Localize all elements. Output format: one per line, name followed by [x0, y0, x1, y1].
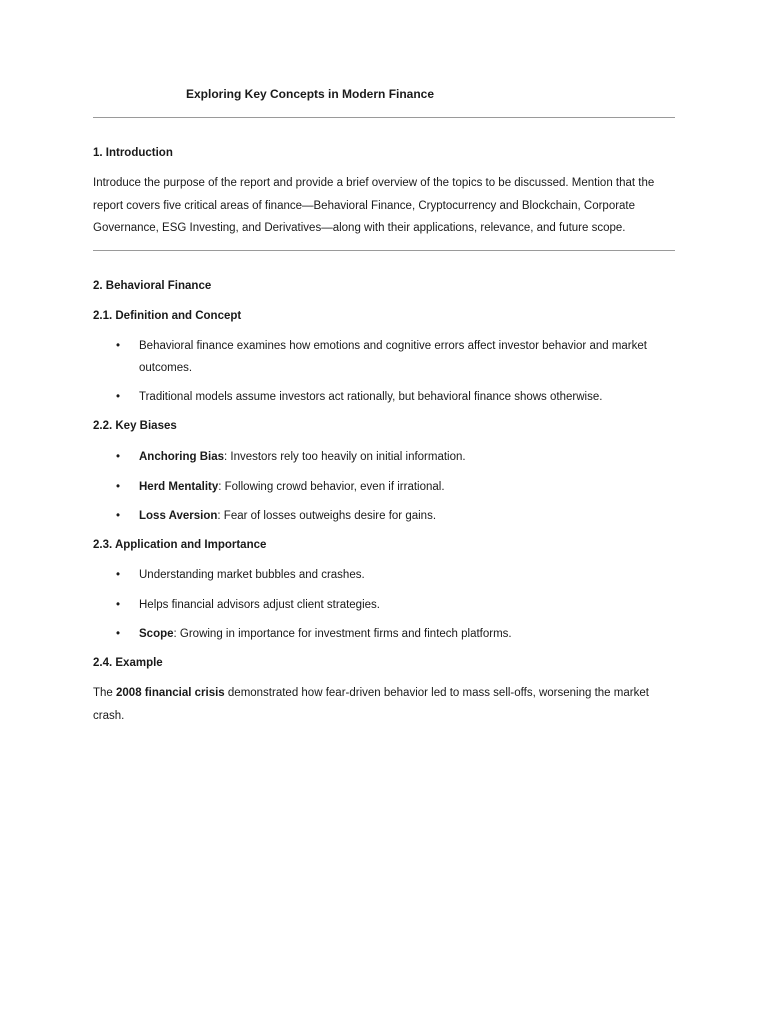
key-biases-heading: 2.2. Key Biases [93, 420, 177, 432]
bias-text: : Following crowd behavior, even if irrational. [218, 481, 445, 493]
scope-term: Scope [139, 628, 174, 640]
definition-item: Behavioral finance examines how emotions and cognitive errors affect investor behavior and market outcomes. [139, 340, 647, 374]
application-item: Helps financial advisors adjust client strategies. [139, 599, 380, 611]
application-item: Understanding market bubbles and crashes. [139, 569, 365, 581]
bullet-glyph: • [116, 451, 121, 463]
bias-text: : Fear of losses outweighs desire for gains. [217, 510, 437, 522]
bias-text: : Investors rely too heavily on initial information. [223, 451, 466, 463]
bullet-glyph: • [116, 391, 121, 403]
example-heading: 2.4. Example [93, 657, 163, 669]
document-title: Exploring Key Concepts in Modern Finance [186, 87, 435, 101]
bullet-glyph: • [116, 599, 121, 611]
bias-term: Loss Aversion [139, 510, 218, 522]
example-prefix: The [93, 687, 117, 699]
bullet-glyph: • [116, 510, 121, 522]
bias-term: Anchoring Bias [139, 451, 224, 463]
bullet-glyph: • [116, 481, 121, 493]
bullet-glyph: • [116, 340, 121, 352]
bias-item [139, 505, 684, 527]
title-divider [93, 117, 675, 118]
scope-text: : Growing in importance for investment firms and fintech platforms. [173, 628, 512, 640]
introduction-heading: 1. Introduction [93, 147, 173, 159]
definition-heading: 2.1. Definition and Concept [93, 310, 242, 322]
example-highlight: 2008 financial crisis [116, 687, 225, 699]
bias-term: Herd Mentality [139, 481, 219, 493]
example-paragraph [93, 682, 683, 727]
application-item [139, 623, 684, 645]
application-heading: 2.3. Application and Importance [93, 539, 267, 551]
bias-item [139, 446, 684, 468]
definition-item: Traditional models assume investors act rationally, but behavioral finance shows otherwise. [139, 391, 603, 403]
bullet-glyph: • [116, 628, 121, 640]
section-divider [93, 250, 675, 251]
bias-item [139, 476, 684, 498]
example-suffix: demonstrated how fear-driven behavior led to mass sell-offs, worsening the market crash. [93, 687, 649, 722]
behavioral-finance-heading: 2. Behavioral Finance [93, 280, 212, 292]
introduction-paragraph: Introduce the purpose of the report and provide a brief overview of the topics to be discussed. Mention that the report covers five critical areas of finance—Behavioral Finance, Cryptocurrency and Blockchain, Corporate Governance, ESG Investing, and Derivatives—along with their applications, relevance, and future scope. [93, 177, 655, 234]
bullet-glyph: • [116, 569, 121, 581]
